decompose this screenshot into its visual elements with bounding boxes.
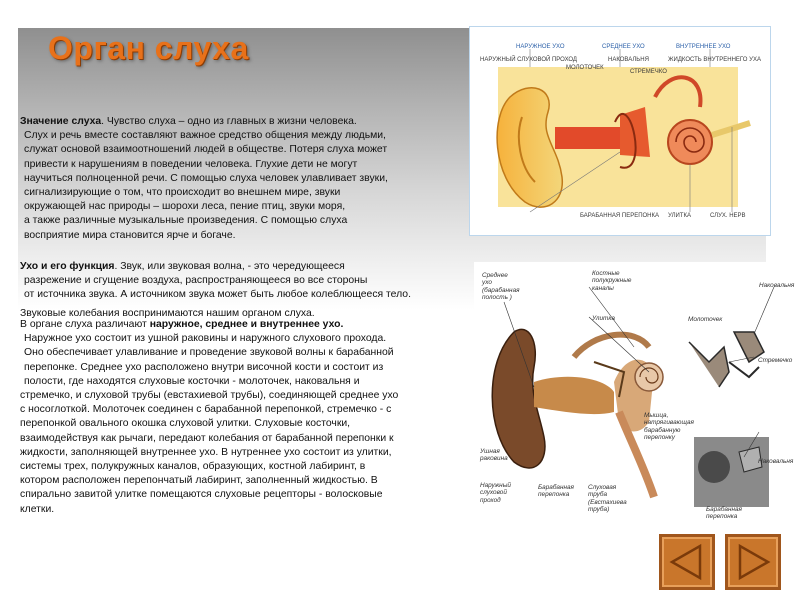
ear-anatomy-illustration [474,262,800,524]
sound-perception-line: Звуковые колебания воспринимаются нашим органом слуха. [20,308,315,319]
label-malleus: МОЛОТОЧЕК [566,65,604,71]
hearing-importance-paragraph: Значение слуха. Чувство слуха – одно из главных в жизни человека. Слух и речь вместе составляют важное средство общения между людьми, служат основой взаимоотношений людей в обществе. Потеря слуха может привести к нарушениям в поведении человека. Глухие дети не могут научиться полноценной речи. С помощью слуха человек улавливает звуки, сигнализирующие о том, что происходит во внешнем мире, звуки окружающей нас природы – шорохи леса, пение птиц, звуки моря, а также различные музыкальные произведения. С помощью слуха восприятие мира становится ярче и богаче. [20,116,388,241]
arrow-left-icon [666,541,708,583]
label-outer-ear: НАРУЖНОЕ УХО [516,44,565,50]
label-cochlea: Улитка [592,315,615,322]
label-eardrum: Барабанная перепонка [538,484,574,499]
prev-slide-button[interactable] [659,534,715,590]
label-pinna: Ушная раковина [480,448,508,463]
label-incus: НАКОВАЛЬНЯ [608,57,649,63]
next-slide-button[interactable] [725,534,781,590]
label-incus-detail: Наковальня [758,458,794,465]
label-middle-cavity: Среднее ухо (барабанная полость ) [482,272,520,302]
label-stapes: Стремечко [758,357,793,364]
paragraph-heading: Ухо и его функция [20,261,115,272]
label-middle-ear: СРЕДНЕЕ УХО [602,44,645,50]
label-external-canal: Наружный слуховой проход [480,482,511,504]
label-stapes: СТРЕМЕЧКО [630,69,667,75]
ear-anatomy-diagram [474,262,800,524]
paragraph-heading: Значение слуха [20,116,102,127]
ear-function-paragraph: Ухо и его функция. Звук, или звуковая волна, - это чередующееся разрежение и сгущение воздуха, распространяющееся во все стороны от источника звука. А источником звука может быть любое колеблющееся тело. [20,261,411,301]
slide-title: Орган слуха [48,30,249,66]
label-inner-ear: ВНУТРЕННЕЕ УХО [676,44,731,50]
label-malleus: Молоточек [688,316,723,323]
label-tensor-muscle: Мышца, натрягивающая барабанную перепонку [644,412,694,442]
label-auditory-nerve: СЛУХ. НЕРВ [710,213,746,219]
ear-color-diagram [469,26,771,236]
arrow-right-icon [732,541,774,583]
label-eardrum: БАРАБАННАЯ ПЕРЕПОНКА [580,213,660,219]
label-ear-canal: НАРУЖНЫЙ СЛУХОВОЙ ПРОХОД [480,57,577,63]
ear-structure-paragraph: В органе слуха различают наружное, среднее и внутреннее ухо. Наружное ухо состоит из ушной раковины и наружного слухового прохода. Оно обеспечивает улавливание и проведение звуковой волны к барабанной перепонке. Среднее ухо расположено внутри височной кости и состоит из полости, где находятся слуховые косточки - молоточек, наковальня и стремечко, и слуховой трубы (евстахиевой трубы), соединяющей среднее ухо с носоглоткой. Молоточек соединен с барабанной перепонкой, стремечко - с перепонкой овального окошка слуховой улитки. Слуховые косточки, взаимодействуя как рычаги, передают колебания от барабанной перепонки к жидкости, заполняющей внутреннее ухо. В нутреннее ухо состоит из улитки, системы трех, полукружных каналов, образующих, костной лабиринт, в котором расположен перепончатый лабиринт, заполненный жидкостью. В спирально завитой улитке помещаются слуховые рецепторы - волосковые клетки. [20,319,399,515]
label-eardrum-detail: Барабанная перепонка [706,506,742,521]
label-cochlea: УЛИТКА [668,213,692,219]
label-eustachian-tube: Слуховая труба (Евстахиева труба) [588,484,627,514]
label-semicircular-canals: Костные полукружные каналы [592,270,632,292]
label-inner-fluid: ЖИДКОСТЬ ВНУТРЕННЕГО УХА [668,57,761,63]
label-incus: Наковальня [759,282,795,289]
